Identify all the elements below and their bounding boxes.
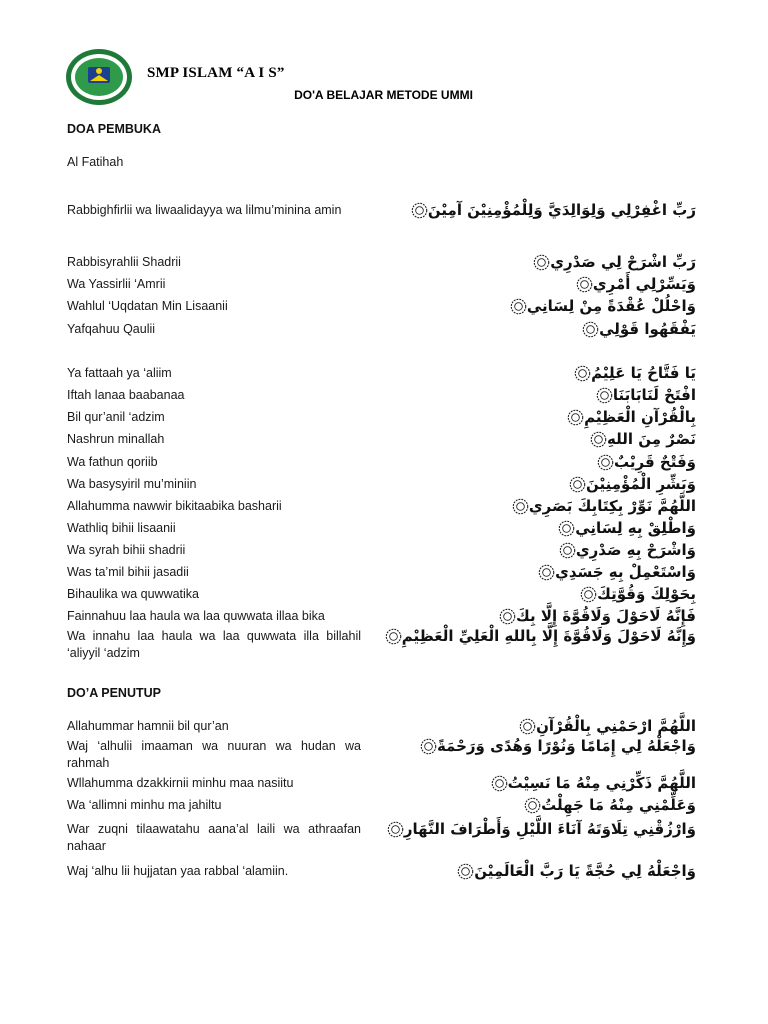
arabic-text	[416, 736, 696, 756]
arabic-verse: وَبَشِّرِ الْمُؤْمِنِيْنَ	[585, 475, 696, 493]
arabic-text	[383, 819, 696, 839]
ayah-end-marker-icon	[457, 863, 474, 880]
latin-transliteration: Waj ‘alhu lii hujjatan yaa rabbal ‘alamiin.	[67, 864, 289, 878]
arabic-text	[407, 200, 696, 220]
school-name: SMP ISLAM “A I S”	[147, 65, 285, 81]
arabic-verse: وَاسْتَعْمِلْ بِهِ جَسَدِي	[555, 563, 696, 581]
arabic-text	[555, 540, 696, 560]
ayah-end-marker-icon	[411, 202, 428, 219]
ayah-end-marker-icon	[559, 542, 576, 559]
latin-transliteration: Fainnahuu laa haula wa laa quwwata illaa bika	[67, 609, 325, 623]
ayah-end-marker-icon	[491, 775, 508, 792]
latin-transliteration: War zuqni tilaawatahu aana’al laili wa athraafan nahaar	[67, 822, 361, 853]
ayah-end-marker-icon	[385, 628, 402, 645]
ayah-end-marker-icon	[387, 821, 404, 838]
ayah-end-marker-icon	[590, 431, 607, 448]
latin-transliteration: Nashrun minallah	[67, 432, 165, 446]
section-title-opening: DOA PEMBUKA	[67, 122, 161, 136]
latin-transliteration: Wa Yassirlii ‘Amrii	[67, 277, 166, 291]
al-fatihah-note: Al Fatihah	[67, 155, 124, 169]
arabic-text	[592, 385, 696, 405]
latin-transliteration: Yafqahuu Qaulii	[67, 322, 156, 336]
arabic-verse: وَإِنَّهُ لَاحَوْلَ وَلَاقُوَّةَ إِلَّا بِاللهِ الْعَلِيِّ الْعَظِيْمِ	[401, 627, 696, 645]
latin-transliteration: Wllahumma dzakkirnii minhu maa nasiitu	[67, 776, 294, 790]
arabic-verse: بِحَوْلِكَ وَقُوَّتِكَ	[597, 585, 696, 603]
arabic-verse: وَفَتْحٌ قَرِيْبٌ	[614, 453, 696, 471]
arabic-text	[572, 274, 696, 294]
document-title: DO'A BELAJAR METODE UMMI	[294, 88, 473, 102]
arabic-text	[495, 606, 696, 626]
latin-transliteration: Was ta’mil bihii jasadii	[67, 565, 189, 579]
arabic-verse: افْتَحْ لَنَابَابَنَا	[612, 386, 696, 404]
latin-transliteration: Iftah lanaa baabanaa	[67, 388, 185, 402]
ayah-end-marker-icon	[597, 454, 614, 471]
latin-transliteration: Wa innahu laa haula wa laa quwwata illa billahil ‘aliyyil ‘adzim	[67, 629, 361, 660]
arabic-verse: وَارْزُقْنِي تِلَاوَتَهُ آنَاءَ اللَّيْلِ وَأَطْرَافَ النَّهَارِ	[403, 820, 696, 838]
ayah-end-marker-icon	[574, 365, 591, 382]
ayah-end-marker-icon	[499, 608, 516, 625]
ayah-end-marker-icon	[512, 498, 529, 515]
arabic-text	[506, 296, 696, 316]
arabic-text	[508, 496, 696, 516]
arabic-verse: وَاشْرَحْ بِهِ صَدْرِي	[575, 541, 696, 559]
arabic-text	[529, 252, 696, 272]
arabic-text	[515, 716, 696, 736]
ayah-end-marker-icon	[519, 718, 536, 735]
ayah-end-marker-icon	[567, 409, 584, 426]
arabic-verse: رَبِّ اغْفِرْلِي وَلِوَالِدَيَّ وَلِلْمُؤْمِنِيْنَ آمِيْنَ	[427, 201, 696, 219]
ayah-end-marker-icon	[580, 586, 597, 603]
arabic-text	[487, 773, 696, 793]
arabic-verse: وَاجْعَلْهُ لِي حُجَّةً يَا رَبَّ الْعَالَمِيْنَ	[474, 862, 696, 880]
arabic-verse: اللَّهُمَّ نَوِّرْ بِكِتَابِكَ بَصَرِي	[528, 497, 696, 515]
arabic-text	[593, 452, 696, 472]
arabic-verse: نَصْرٌ مِنَ اللهِ	[607, 430, 696, 448]
ayah-end-marker-icon	[576, 276, 593, 293]
arabic-text	[576, 584, 696, 604]
latin-transliteration: Bihaulika wa quwwatika	[67, 587, 200, 601]
arabic-verse: يَا فَتَّاحُ يَا عَلِيْمُ	[591, 364, 696, 382]
latin-transliteration: Wa fathun qoriib	[67, 455, 158, 469]
ayah-end-marker-icon	[596, 387, 613, 404]
arabic-verse: رَبِّ اشْرَحْ لِي صَدْرِي	[550, 253, 696, 271]
latin-transliteration: Wa ‘allimni minhu ma jahiltu	[67, 798, 222, 812]
arabic-text	[570, 363, 696, 383]
latin-transliteration: Rabbisyrahlii Shadrii	[67, 255, 181, 269]
arabic-verse: يَفْقَهُوا قَوْلِي	[599, 320, 696, 338]
arabic-verse: وَاجْعَلْهُ لِي إِمَامًا وَنُوْرًا وَهُدًى وَرَحْمَةً	[436, 737, 696, 755]
arabic-text	[578, 319, 696, 339]
latin-transliteration: Wahlul ‘Uqdatan Min Lisaanii	[67, 299, 228, 313]
arabic-verse: اللَّهُمَّ ذَكِّرْنِي مِنْهُ مَا نَسِيْتُ	[507, 774, 696, 792]
latin-transliteration: Ya fattaah ya ‘aliim	[67, 366, 172, 380]
arabic-verse: وَعَلِّمْنِي مِنْهُ مَا جَهِلْتُ	[541, 796, 696, 814]
arabic-text	[534, 562, 696, 582]
arabic-text	[453, 861, 696, 881]
latin-transliteration: Wathliq bihii lisaanii	[67, 521, 176, 535]
arabic-text	[381, 626, 696, 646]
arabic-text	[520, 795, 696, 815]
latin-transliteration: Allahummar hamnii bil qur’an	[67, 719, 229, 733]
ayah-end-marker-icon	[533, 254, 550, 271]
latin-transliteration: Waj ‘alhulii imaaman wa nuuran wa hudan wa rahmah	[67, 739, 361, 770]
latin-transliteration: Wa syrah bihii shadrii	[67, 543, 186, 557]
latin-transliteration: Allahumma nawwir bikitaabika basharii	[67, 499, 282, 513]
ayah-end-marker-icon	[582, 321, 599, 338]
ayah-end-marker-icon	[420, 738, 437, 755]
ayah-end-marker-icon	[538, 564, 555, 581]
ayah-end-marker-icon	[558, 520, 575, 537]
arabic-verse: وَاطْلِقْ بِهِ لِسَانِي	[575, 519, 696, 537]
ayah-end-marker-icon	[510, 298, 527, 315]
arabic-text	[554, 518, 696, 538]
arabic-verse: وَاحْلُلْ عُقْدَةً مِنْ لِسَانِي	[526, 297, 696, 315]
arabic-text	[586, 429, 696, 449]
arabic-text	[565, 474, 696, 494]
ayah-end-marker-icon	[524, 797, 541, 814]
arabic-verse: اللَّهُمَّ ارْحَمْنِي بِالْقُرْآنِ	[536, 717, 696, 735]
latin-transliteration: Rabbighfirlii wa liwaalidayya wa lilmu’minina amin	[67, 203, 342, 217]
latin-transliteration: Wa basysyiril mu’miniin	[67, 477, 197, 491]
arabic-verse: بِالْقُرْآنِ الْعَظِيْمِ	[584, 408, 696, 426]
ayah-end-marker-icon	[569, 476, 586, 493]
latin-transliteration: Bil qur’anil ‘adzim	[67, 410, 165, 424]
arabic-text	[563, 407, 696, 427]
section-title-closing: DO’A PENUTUP	[67, 686, 161, 700]
arabic-verse: وَيَسِّرْلِي أَمْرِي	[592, 275, 696, 293]
arabic-verse: فَإِنَّهُ لَاحَوْلَ وَلَاقُوَّةَ إِلَّا بِكَ	[516, 607, 696, 625]
